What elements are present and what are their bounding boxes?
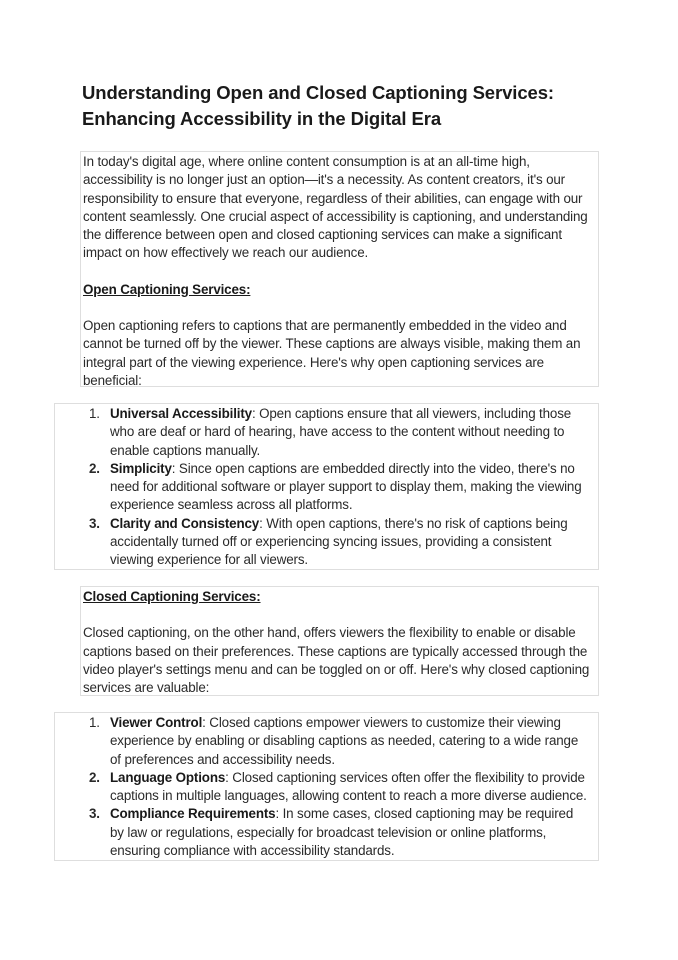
list-item <box>83 515 590 570</box>
closed-captioning-paragraph: Closed captioning, on the other hand, offers viewers the flexibility to enable or disable captions based on their preferences. These captions are typically accessed through the video player's settings menu and can be toggled on or off. Here's why closed captioning services are valuable: <box>83 625 590 696</box>
list-number: 3. <box>89 515 100 531</box>
intro-paragraph: In today's digital age, where online content consumption is at an all-time high, accessibility is no longer just an option—it's a necessity. As content creators, it's our responsibility to ensure that everyone, regardless of their abilities, can engage with our content seamlessly. One crucial aspect of accessibility is captioning, and understanding the difference between open and closed captioning services can make a significant impact on how effectively we reach our audience. <box>83 154 588 261</box>
list-item-term: Simplicity <box>110 460 172 476</box>
list-item <box>83 714 590 769</box>
closed-captioning-section <box>80 586 599 696</box>
open-captioning-heading: Open Captioning Services: <box>83 281 251 297</box>
list-item-text: : Since open captions are embedded directly into the video, there's no need for additional software or player support to display them, making the viewing experience seamless across all platforms. <box>110 460 582 513</box>
document-title <box>82 80 602 132</box>
list-item-text: : Closed captioning services often offer the flexibility to provide captions in multiple languages, allowing content to reach a more diverse audience. <box>110 769 587 804</box>
list-item-term: Universal Accessibility <box>110 406 252 421</box>
list-item-text: : With open captions, there's no risk of captions being accidentally turned off or experiencing syncing issues, providing a consistent viewing experience for all viewers. <box>110 515 568 568</box>
title-line-2: Enhancing Accessibility in the Digital Era <box>82 108 442 129</box>
list-item-term: Viewer Control <box>110 715 203 730</box>
list-item-term: Clarity and Consistency <box>110 515 260 531</box>
list-number: 2. <box>89 769 100 785</box>
list-number: 1. <box>89 406 100 421</box>
list-item <box>83 805 590 860</box>
list-item-text: : In some cases, closed captioning may be required by law or regulations, especially for broadcast television or online platforms, ensuring compliance with accessibility standards. <box>110 806 574 859</box>
list-item <box>83 769 590 806</box>
list-number: 2. <box>89 460 100 476</box>
list-item <box>83 405 590 460</box>
open-captioning-list <box>54 403 599 570</box>
list-item <box>83 460 590 515</box>
list-number: 3. <box>89 806 100 822</box>
open-captioning-paragraph: Open captioning refers to captions that are permanently embedded in the video and cannot be turned off by the viewer. These captions are always visible, making them an integral part of the viewing experience. Here's why open captioning services are beneficial: <box>83 318 581 388</box>
closed-captioning-list <box>54 712 599 861</box>
title-line-1: Understanding Open and Closed Captioning Services: <box>82 82 554 103</box>
list-item-term: Compliance Requirements <box>110 806 276 822</box>
closed-captioning-heading: Closed Captioning Services: <box>83 589 261 604</box>
list-item-term: Language Options <box>110 769 226 785</box>
intro-section <box>80 151 599 387</box>
list-number: 1. <box>89 715 100 730</box>
list-item-text: : Closed captions empower viewers to customize their viewing experience by enabling or disabling captions as needed, catering to a wide range of preferences and accessibility needs. <box>110 715 579 767</box>
list-item-text: : Open captions ensure that all viewers, including those who are deaf or hard of hearing, have access to the content without needing to enable captions manually. <box>110 406 572 458</box>
